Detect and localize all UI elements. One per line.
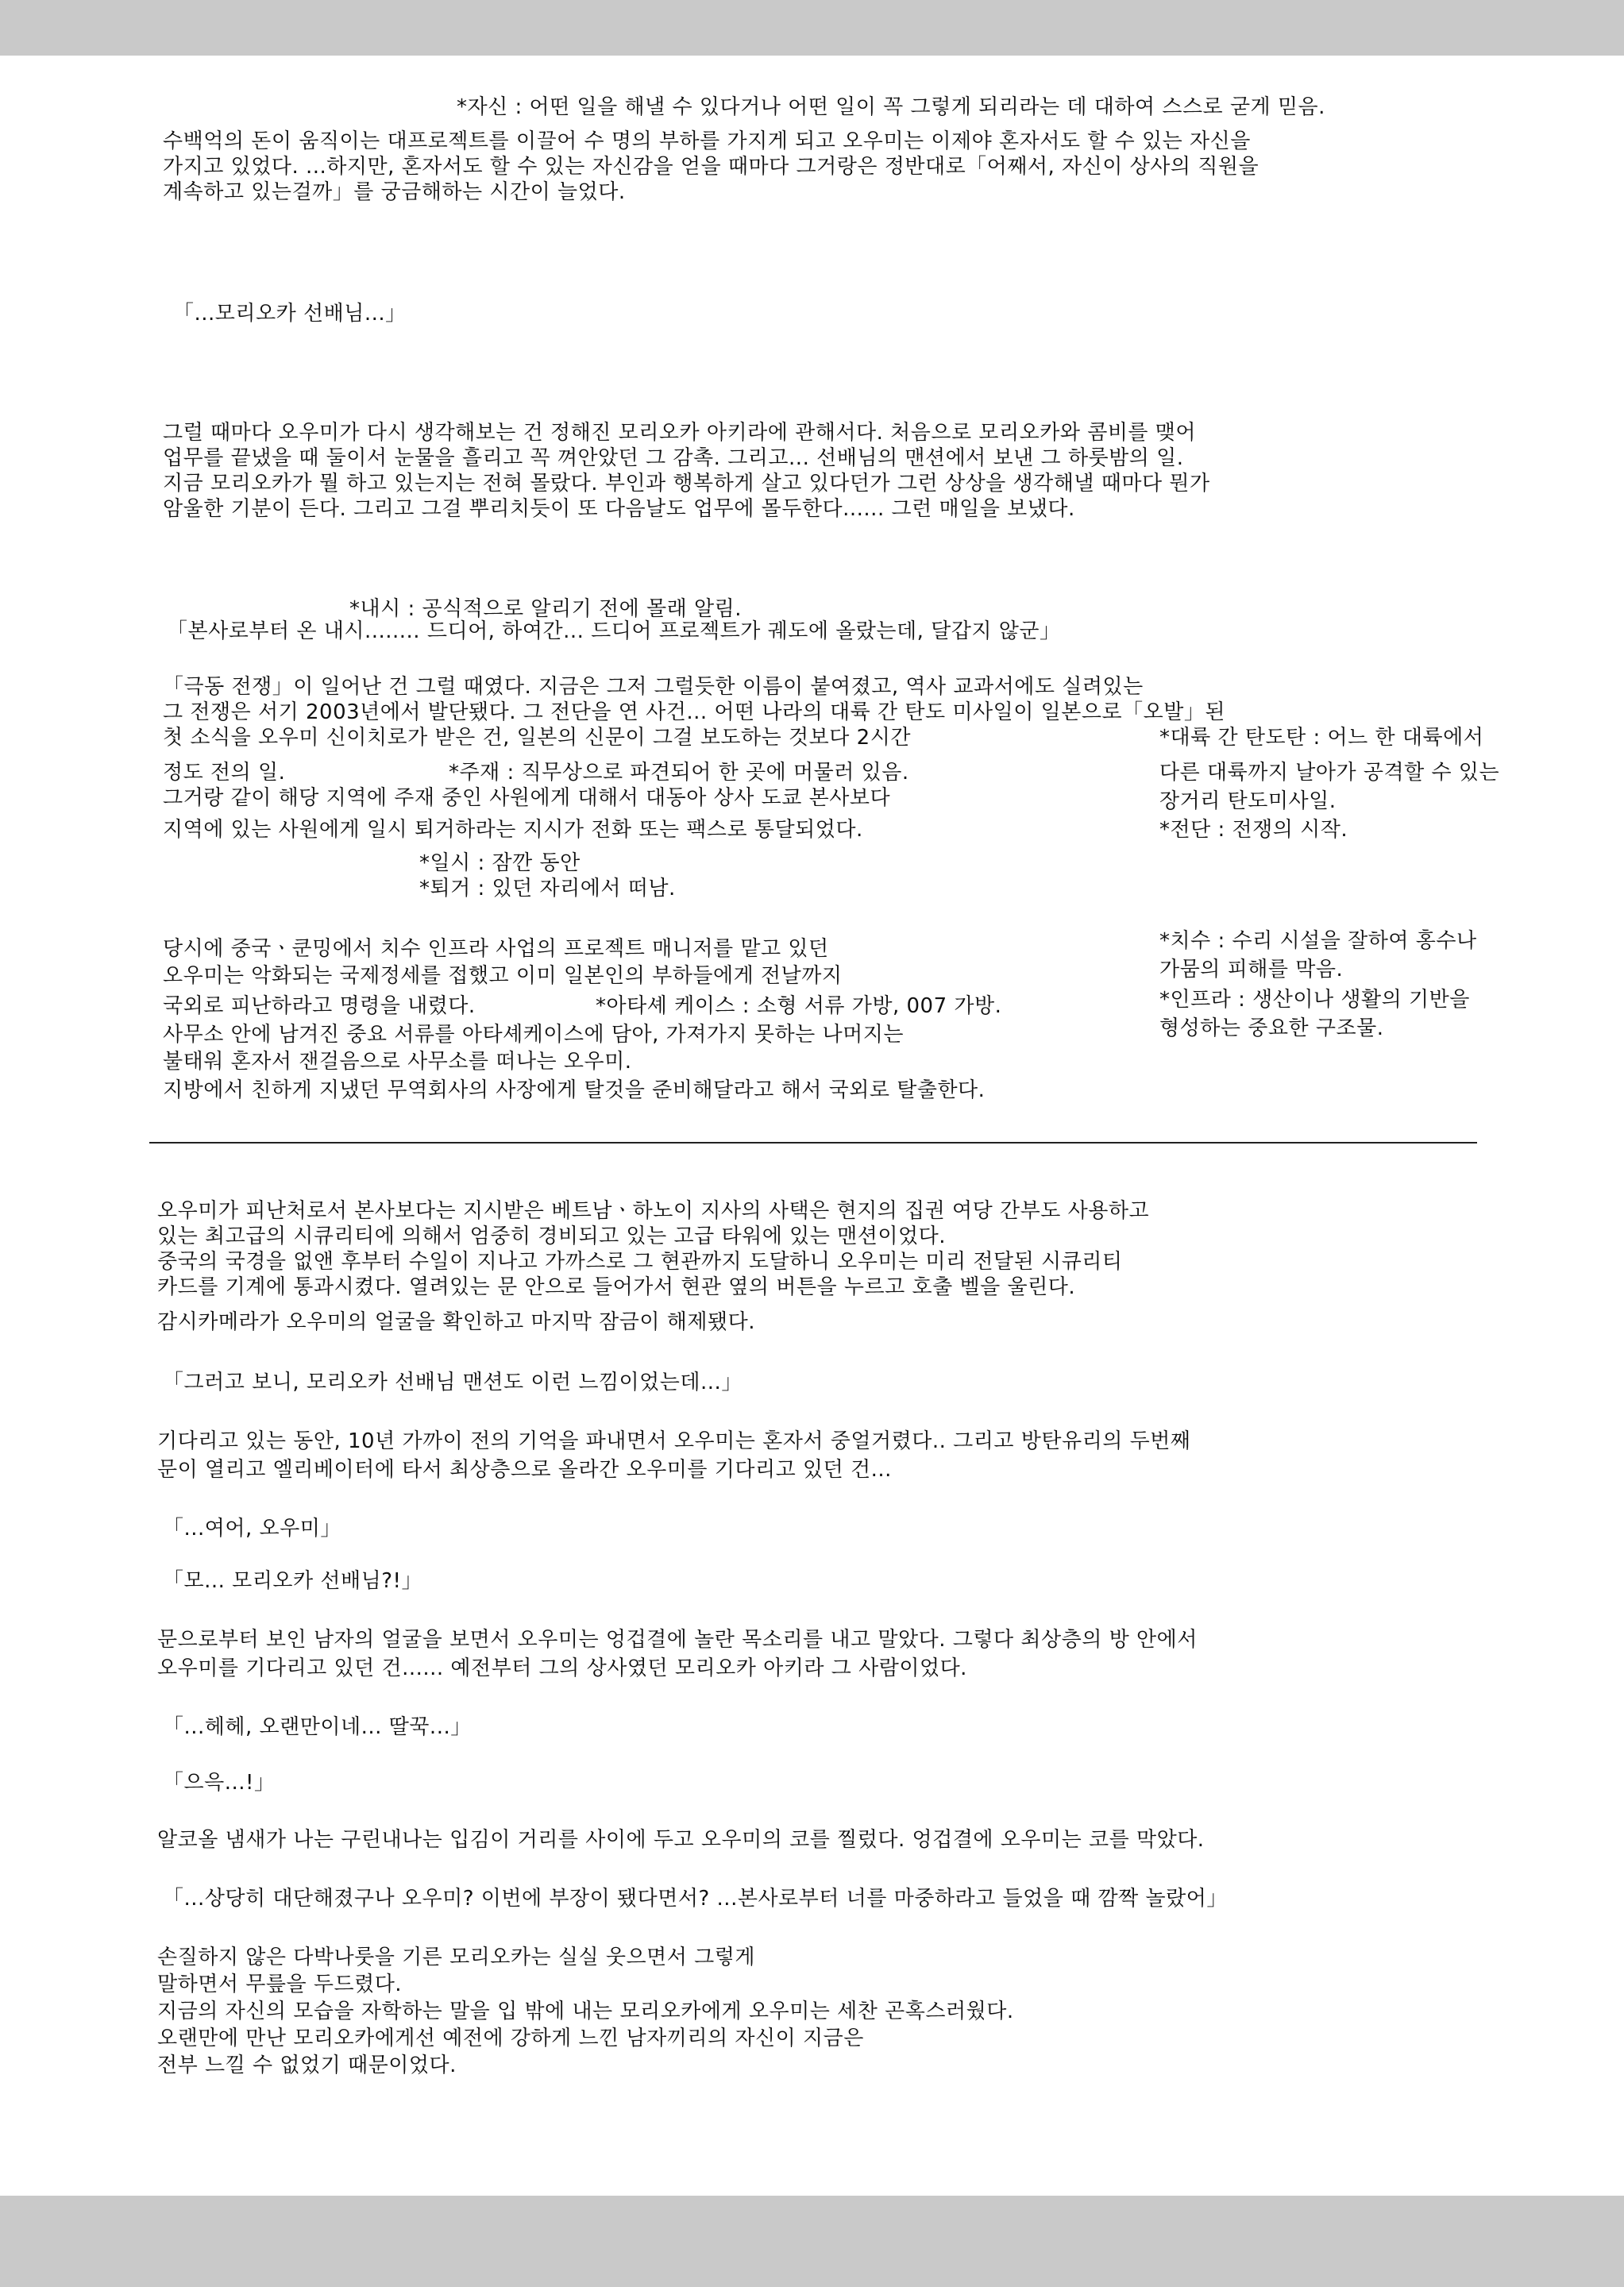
dialogue-line: 「...헤헤, 오랜만이네... 딸꾹...」 bbox=[163, 1715, 472, 1739]
paragraph-line: 지금 모리오카가 뭘 하고 있는지는 전혀 몰랐다. 부인과 행복하게 살고 있다던가 그런 상상을 생각해낼 때마다 뭔가 bbox=[163, 472, 1210, 496]
footnote-chisu: *치수 : 수리 시설을 잘하여 홍수나 bbox=[1159, 929, 1477, 953]
dialogue-line: 「그러고 보니, 모리오카 선배님 맨션도 이런 느낌이었는데...」 bbox=[163, 1371, 743, 1394]
footnote-toegeo: *퇴거 : 있던 자리에서 떠남. bbox=[419, 877, 676, 901]
paragraph-line: 오랜만에 만난 모리오카에게선 예전에 강하게 느낀 남자끼리의 자신이 지금은 bbox=[157, 2027, 864, 2050]
paragraph-line: 오우미를 기다리고 있던 건...... 예전부터 그의 상사였던 모리오카 아키라 그 사람이었다. bbox=[157, 1656, 967, 1680]
footnote-jujae: *주재 : 직무상으로 파견되어 한 곳에 머물러 있음. bbox=[449, 761, 909, 785]
footnote-infra: 형성하는 중요한 구조물. bbox=[1159, 1016, 1384, 1040]
paragraph-line: 국외로 피난하라고 명령을 내렸다. bbox=[163, 994, 476, 1018]
dialogue-line: 「...여어, 오우미」 bbox=[163, 1517, 341, 1541]
paragraph-line: 손질하지 않은 다박나룻을 기른 모리오카는 실실 웃으면서 그렇게 bbox=[157, 1946, 755, 1969]
paragraph-line: 그럴 때마다 오우미가 다시 생각해보는 건 정해진 모리오카 아키라에 관해서다. 처음으로 모리오카와 콤비를 맺어 bbox=[163, 421, 1197, 445]
footnote-icbm: 장거리 탄도미사일. bbox=[1159, 789, 1337, 813]
paragraph-line: 정도 전의 일. bbox=[163, 761, 286, 785]
footnote-jeondan: *전단 : 전쟁의 시작. bbox=[1159, 818, 1348, 842]
footnote-jasin: *자신 : 어떤 일을 해낼 수 있다거나 어떤 일이 꼭 그렇게 되리라는 데 대하여 스스로 굳게 믿음. bbox=[457, 95, 1325, 119]
paragraph-line: 그 전쟁은 서기 2003년에서 발단됐다. 그 전단을 연 사건... 어떤 나라의 대륙 간 탄도 미사일이 일본으로「오발」된 bbox=[163, 700, 1225, 724]
footnote-infra: *인프라 : 생산이나 생활의 기반을 bbox=[1159, 988, 1470, 1012]
paragraph-line: 기다리고 있는 동안, 10년 가까이 전의 기억을 파내면서 오우미는 혼자서 중얼거렸다.. 그리고 방탄유리의 두번째 bbox=[157, 1429, 1191, 1453]
paragraph-line: 가지고 있었다. ...하지만, 혼자서도 할 수 있는 자신감을 얻을 때마다 그거랑은 정반대로「어째서, 자신이 상사의 직원을 bbox=[163, 155, 1259, 179]
paragraph-line: 오우미는 악화되는 국제정세를 접했고 이미 일본인의 부하들에게 전날까지 bbox=[163, 964, 843, 988]
footnote-attache: *아타셰 케이스 : 소형 서류 가방, 007 가방. bbox=[596, 994, 1002, 1018]
paragraph-line: 그거랑 같이 해당 지역에 주재 중인 사원에게 대해서 대동아 상사 도쿄 본사보다 bbox=[163, 786, 891, 810]
paragraph-line: 카드를 기계에 통과시켰다. 열려있는 문 안으로 들어가서 현관 옆의 버튼을 누르고 호출 벨을 울린다. bbox=[157, 1275, 1076, 1299]
paragraph-line: 수백억의 돈이 움직이는 대프로젝트를 이끌어 수 명의 부하를 가지게 되고 오우미는 이제야 혼자서도 할 수 있는 자신을 bbox=[163, 129, 1251, 153]
footnote-ilsi: *일시 : 잠깐 동안 bbox=[419, 851, 581, 875]
dialogue-line: 「으윽...!」 bbox=[163, 1771, 276, 1795]
paragraph-line: 지금의 자신의 모습을 자학하는 말을 입 밖에 내는 모리오카에게 오우미는 세찬 곤혹스러웠다. bbox=[157, 2000, 1014, 2023]
paragraph-line: 있는 최고급의 시큐리티에 의해서 엄중히 경비되고 있는 고급 타워에 있는 맨션이었다. bbox=[157, 1224, 946, 1248]
dialogue-line: 「모... 모리오카 선배님?!」 bbox=[163, 1569, 422, 1593]
paragraph-line: 당시에 중국ㆍ쿤밍에서 치수 인프라 사업의 프로젝트 매니저를 맡고 있던 bbox=[163, 937, 829, 961]
paragraph-line: 암울한 기분이 든다. 그리고 그걸 뿌리치듯이 또 다음날도 업무에 몰두한다...... 그런 매일을 보냈다. bbox=[163, 497, 1075, 521]
dialogue-line: 「...상당히 대단해졌구나 오우미? 이번에 부장이 됐다면서? ...본사로부터 너를 마중하라고 들었을 때 깜짝 놀랐어」 bbox=[163, 1887, 1228, 1911]
paragraph-line: 문이 열리고 엘리베이터에 타서 최상층으로 올라간 오우미를 기다리고 있던 건... bbox=[157, 1458, 892, 1482]
paragraph-line: 전부 느낄 수 없었기 때문이었다. bbox=[157, 2054, 457, 2077]
paragraph-line: 「극동 전쟁」이 일어난 건 그럴 때였다. 지금은 그저 그럴듯한 이름이 붙여졌고, 역사 교과서에도 실려있는 bbox=[163, 675, 1144, 699]
paragraph-line: 오우미가 피난처로서 본사보다는 지시받은 베트남ㆍ하노이 지사의 사택은 현지의 집권 여당 간부도 사용하고 bbox=[157, 1199, 1150, 1223]
paragraph-line: 첫 소식을 오우미 신이치로가 받은 건, 일본의 신문이 그걸 보도하는 것보다 2시간 bbox=[163, 726, 911, 750]
paragraph-line: 지방에서 친하게 지냈던 무역회사의 사장에게 탈것을 준비해달라고 해서 국외로 탈출한다. bbox=[163, 1078, 986, 1102]
top-margin-band bbox=[0, 0, 1624, 56]
section-divider bbox=[149, 1142, 1477, 1144]
paragraph-line: 감시카메라가 오우미의 얼굴을 확인하고 마지막 잠금이 해제됐다. bbox=[157, 1310, 755, 1334]
dialogue-line: 「...모리오카 선배님...」 bbox=[173, 302, 407, 326]
paragraph-line: 불태워 혼자서 잰걸음으로 사무소를 떠나는 오우미. bbox=[163, 1050, 632, 1074]
paragraph-line: 말하면서 무릎을 두드렸다. bbox=[157, 1973, 403, 1996]
paragraph-line: 지역에 있는 사원에게 일시 퇴거하라는 지시가 전화 또는 팩스로 통달되었다. bbox=[163, 818, 863, 842]
paragraph-line: 중국의 국경을 없앤 후부터 수일이 지나고 가까스로 그 현관까지 도달하니 오우미는 미리 전달된 시큐리티 bbox=[157, 1250, 1123, 1274]
bottom-margin-band bbox=[0, 2196, 1624, 2287]
paragraph-line: 계속하고 있는걸까」를 궁금해하는 시간이 늘었다. bbox=[163, 180, 626, 204]
paragraph-line: 알코올 냄새가 나는 구린내나는 입김이 거리를 사이에 두고 오우미의 코를 찔렀다. 엉겁결에 오우미는 코를 막았다. bbox=[157, 1828, 1205, 1852]
footnote-icbm: *대륙 간 탄도탄 : 어느 한 대륙에서 bbox=[1159, 726, 1484, 750]
paragraph-line: 업무를 끝냈을 때 둘이서 눈물을 흘리고 꼭 껴안았던 그 감촉. 그리고... 선배님의 맨션에서 보낸 그 하룻밤의 일. bbox=[163, 446, 1184, 470]
footnote-naesi: *내시 : 공식적으로 알리기 전에 몰래 알림. bbox=[349, 597, 742, 621]
paragraph-line: 문으로부터 보인 남자의 얼굴을 보면서 오우미는 엉겁결에 놀란 목소리를 내고 말았다. 그렇다 최상층의 방 안에서 bbox=[157, 1628, 1198, 1652]
footnote-icbm: 다른 대륙까지 날아가 공격할 수 있는 bbox=[1159, 761, 1500, 785]
paragraph-line: 사무소 안에 남겨진 중요 서류를 아타셰케이스에 담아, 가져가지 못하는 나머지는 bbox=[163, 1023, 904, 1047]
footnote-chisu: 가뭄의 피해를 막음. bbox=[1159, 958, 1344, 982]
dialogue-line: 「본사로부터 온 내시........ 드디어, 하여간... 드디어 프로젝트가 궤도에 올랐는데, 달갑지 않군」 bbox=[167, 619, 1061, 643]
